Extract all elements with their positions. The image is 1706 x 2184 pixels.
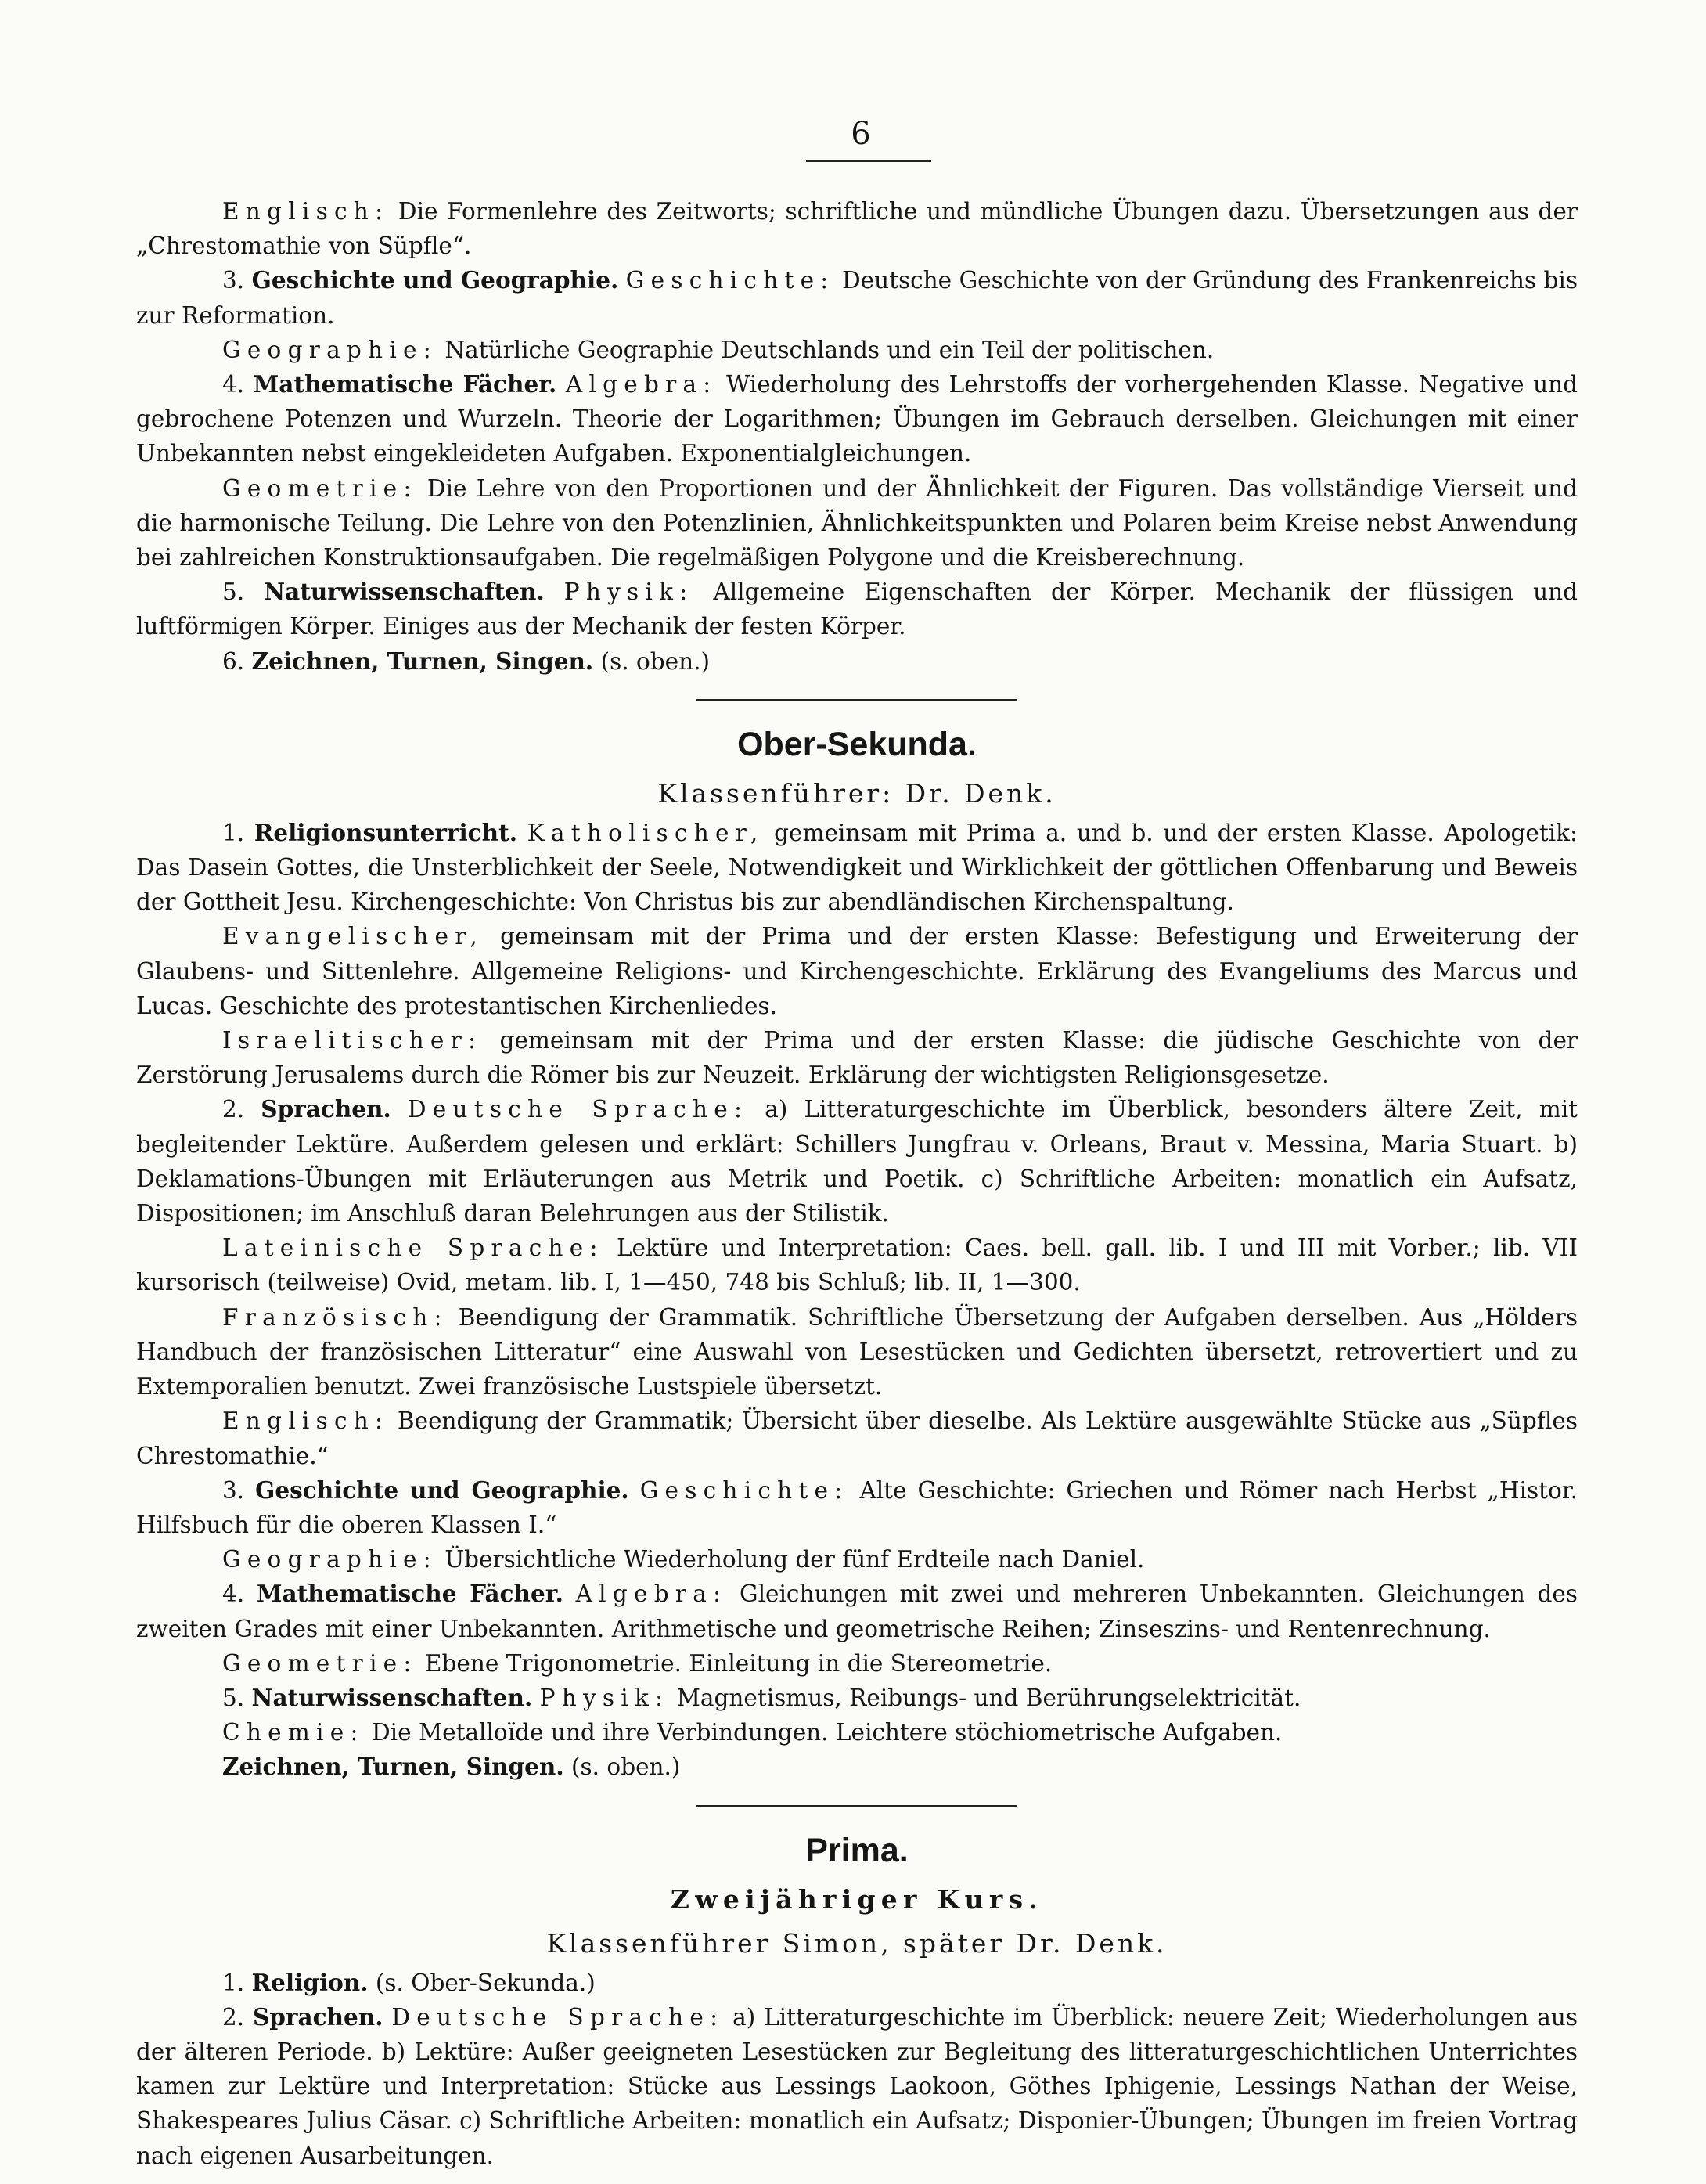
paragraph xyxy=(136,1966,1578,2000)
topic-label: Deutsche Sprache: xyxy=(391,2003,725,2031)
page-number: 6 xyxy=(851,116,871,152)
subject-heading: Mathematische Fächer. xyxy=(256,1580,563,1608)
page-number-rule xyxy=(806,160,931,162)
prima-section xyxy=(136,1966,1578,2173)
topic-label: Geometrie: xyxy=(222,474,418,502)
paragraph-text: Die Formenlehre des Zeitworts; schriftliche und mündliche Übungen dazu. Übersetzungen aus der „Chrestomathie von Süpfle“. xyxy=(136,198,1578,260)
paragraph-text: gemeinsam mit der Prima und der ersten Klasse: die jüdische Geschichte von der Zerstörung Jerusalems durch die Römer bis zur Neuzeit. Erklärung der wichtigsten Religionsgesetze. xyxy=(136,1027,1578,1089)
paragraph xyxy=(136,333,1578,367)
paragraph xyxy=(136,575,1578,643)
topic-label: Lateinische Sprache: xyxy=(222,1234,604,1262)
paragraph-text: a) Litteraturgeschichte im Überblick, besonders ältere Zeit, mit begleitender Lektüre. Außerdem gelesen und erklärt: Schillers Jungfrau v. Orleans, Braut v. Messina, Maria Stuart. b) Deklamations-Übungen mit Erläuterungen aus Metrik und Poetik. c) Schriftliche Arbeiten: monatlich ein Aufsatz, Dispositionen; im Anschluß daran Belehrungen aus der Stilistik. xyxy=(136,1096,1578,1227)
paragraph xyxy=(136,1092,1578,1231)
paragraph xyxy=(136,1404,1578,1472)
paragraph-number: 6. xyxy=(222,647,245,675)
prima-course: Zweijähriger Kurs. xyxy=(670,1883,1044,1915)
obersekunda-class-leader: Klassenführer: Dr. Denk. xyxy=(657,777,1056,809)
paragraph xyxy=(136,816,1578,920)
paragraph-number: 1. xyxy=(222,1969,245,1996)
paragraph-text: Magnetismus, Reibungs- und Berührungselektricität. xyxy=(669,1684,1301,1711)
topic-label: Israelitischer: xyxy=(222,1027,483,1054)
paragraph-text: (s. Ober-Sekunda.) xyxy=(375,1969,596,1996)
paragraph xyxy=(136,1023,1578,1092)
topic-label: Katholischer, xyxy=(527,819,765,846)
topic-label: Englisch: xyxy=(222,198,390,225)
paragraph-number: 1. xyxy=(222,819,245,846)
paragraph xyxy=(136,1577,1578,1645)
paragraph xyxy=(136,263,1578,332)
paragraph-text: a) Litteraturgeschichte im Überblick: neuere Zeit; Wiederholungen aus der älteren Periode. b) Lektüre: Außer geeigneten Lesestücken zur Begleitung des litteraturgeschichtlichen Unterrichtes kamen zur Lektüre und Interpretation: Stücke aus Lessings Laokoon, Göthes Iphigenie, Lessings Nathan der Weise, Shakespeares Julius Cäsar. c) Schriftliche Arbeiten: monatlich ein Aufsatz; Disponier-Übungen; Übungen im freien Vortrag nach eigenen Ausarbeitungen. xyxy=(136,2003,1578,2169)
paragraph-text: Allgemeine Eigenschaften der Körper. Mechanik der flüssigen und luftförmigen Körper. Einiges aus der Mechanik der festen Körper. xyxy=(136,578,1578,640)
paragraph xyxy=(136,194,1578,263)
paragraph xyxy=(136,1300,1578,1404)
subject-heading: Naturwissenschaften. xyxy=(264,578,545,606)
paragraph-text: Wiederholung des Lehrstoffs der vorhergehenden Klasse. Negative und gebrochene Potenzen und Wurzeln. Theorie der Logarithmen; Übungen im Gebrauch derselben. Gleichungen mit einer Unbekannten nebst eingekleideten Aufgaben. Exponentialgleichungen. xyxy=(136,371,1578,467)
paragraph xyxy=(136,2000,1578,2173)
paragraph-number: 5. xyxy=(222,1684,245,1711)
topic-label: Chemie: xyxy=(222,1719,365,1746)
subject-heading: Geschichte und Geographie. xyxy=(255,1476,629,1504)
topic-label: Deutsche Sprache: xyxy=(407,1096,749,1123)
paragraph-number: 3. xyxy=(222,1476,245,1504)
paragraph-text: Beendigung der Grammatik. Schriftliche Übersetzung der Aufgaben derselben. Aus „Hölders Handbuch der französischen Litteratur“ eine Auswahl von Lesestücken und Gedichten übersetzt, retrovertiert und zu Extemporalien benutzt. Zwei französische Lustspiele übersetzt. xyxy=(136,1303,1578,1400)
paragraph xyxy=(136,1681,1578,1715)
subject-heading: Religion. xyxy=(251,1968,369,1996)
topic-label: Geographie: xyxy=(222,336,437,363)
subject-heading: Naturwissenschaften. xyxy=(251,1683,533,1711)
paragraph-text: Beendigung der Grammatik; Übersicht über dieselbe. Als Lektüre ausgewählte Stücke aus „Süpfles Chrestomathie.“ xyxy=(136,1407,1578,1469)
paragraph xyxy=(136,1715,1578,1750)
paragraph xyxy=(136,1750,1578,1784)
prima-class-leader: Klassenführer Simon, später Dr. Denk. xyxy=(546,1927,1168,1959)
paragraph-number: 4. xyxy=(222,371,245,398)
paragraph-number: 2. xyxy=(222,2003,245,2031)
paragraph-text: (s. oben.) xyxy=(600,647,710,675)
topic-label: Geographie: xyxy=(222,1546,437,1573)
subject-heading: Geschichte und Geographie. xyxy=(251,266,619,294)
topic-label: Algebra: xyxy=(575,1580,728,1608)
subject-heading: Zeichnen, Turnen, Singen. xyxy=(251,647,594,675)
topic-label: Algebra: xyxy=(565,371,718,398)
subject-heading: Sprachen. xyxy=(252,2002,383,2031)
paragraph xyxy=(136,1646,1578,1681)
paragraph xyxy=(136,919,1578,1023)
paragraph-text: Die Metalloïde und ihre Verbindungen. Leichtere stöchiometrische Aufgaben. xyxy=(364,1719,1283,1746)
topic-label: Englisch: xyxy=(222,1407,390,1435)
page-content xyxy=(136,194,1578,2173)
paragraph xyxy=(136,1231,1578,1299)
paragraph-text: gemeinsam mit Prima a. und b. und der ersten Klasse. Apologetik: Das Dasein Gottes, die Unsterblichkeit der Seele, Notwendigkeit und Wirklichkeit der göttlichen Offenbarung und Beweis der Gottheit Jesu. Kirchengeschichte: Von Christus bis zur abendländischen Kirchenspaltung. xyxy=(136,819,1578,916)
prima-title: Prima. xyxy=(805,1831,909,1869)
topic-label: Physik: xyxy=(563,578,694,606)
topic-label: Physik: xyxy=(539,1684,670,1711)
paragraph xyxy=(136,1542,1578,1577)
paragraph-text: Ebene Trigonometrie. Einleitung in die Stereometrie. xyxy=(417,1649,1053,1677)
paragraph xyxy=(136,644,1578,679)
topic-label: Geometrie: xyxy=(222,1649,418,1677)
paragraph-text: Alte Geschichte: Griechen und Römer nach Herbst „Histor. Hilfsbuch für die oberen Klassen I.“ xyxy=(136,1476,1578,1538)
paragraph xyxy=(136,1473,1578,1542)
obersekunda-title: Ober-Sekunda. xyxy=(737,725,977,763)
paragraph-number: 2. xyxy=(222,1096,245,1123)
paragraph-text: Lektüre und Interpretation: Caes. bell. gall. lib. I und III mit Vorber.; lib. VII kursorisch (teilweise) Ovid, metam. lib. I, 1—450, 748 bis Schluß; lib. II, 1—300. xyxy=(136,1234,1578,1296)
paragraph-number: 5. xyxy=(222,578,245,606)
topic-label: Geschichte: xyxy=(625,267,835,294)
subject-heading: Mathematische Fächer. xyxy=(253,370,557,398)
obersekunda-section xyxy=(136,816,1578,1785)
paragraph-text: Die Lehre von den Proportionen und der Ähnlichkeit der Figuren. Das vollständige Vierseit und die harmonische Teilung. Die Lehre von den Potenzlinien, Ähnlichkeitspunkten und Polaren beim Kreise nebst Anwendung bei zahlreichen Konstruktionsaufgaben. Die regelmäßigen Polygone und die Kreisberechnung. xyxy=(136,474,1578,571)
topic-label: Französisch: xyxy=(222,1303,448,1331)
paragraph-text: Natürliche Geographie Deutschlands und ein Teil der politischen. xyxy=(437,336,1215,363)
topic-label: Evangelischer, xyxy=(222,923,484,950)
paragraph-number: 4. xyxy=(222,1580,245,1608)
paragraph-text: Deutsche Geschichte von der Gründung des Frankenreichs bis zur Reformation. xyxy=(136,267,1578,329)
paragraph xyxy=(136,367,1578,471)
section-divider xyxy=(696,1805,1017,1807)
paragraph-text: Übersichtliche Wiederholung der fünf Erdteile nach Daniel. xyxy=(437,1546,1145,1573)
paragraph-text: Gleichungen mit zwei und mehreren Unbekannten. Gleichungen des zweiten Grades mit einer Unbekannten. Arithmetische und geometrische Reihen; Zinseszins- und Rentenrechnung. xyxy=(136,1580,1578,1642)
section-divider xyxy=(696,699,1017,701)
subject-heading: Sprachen. xyxy=(261,1095,391,1123)
subject-heading: Religionsunterricht. xyxy=(254,818,517,846)
paragraph xyxy=(136,471,1578,575)
subject-heading: Zeichnen, Turnen, Singen. xyxy=(222,1753,564,1781)
paragraph-text: (s. oben.) xyxy=(571,1753,681,1781)
paragraph-text: gemeinsam mit der Prima und der ersten Klasse: Befestigung und Erweiterung der Glaubens- und Sittenlehre. Allgemeine Religions- und Kirchengeschichte. Erklärung des Evangeliums des Marcus und Lucas. Geschichte des protestantischen Kirchenliedes. xyxy=(136,923,1578,1019)
topic-label: Geschichte: xyxy=(639,1476,849,1504)
untersekunda-section xyxy=(136,194,1578,679)
paragraph-number: 3. xyxy=(222,267,245,294)
